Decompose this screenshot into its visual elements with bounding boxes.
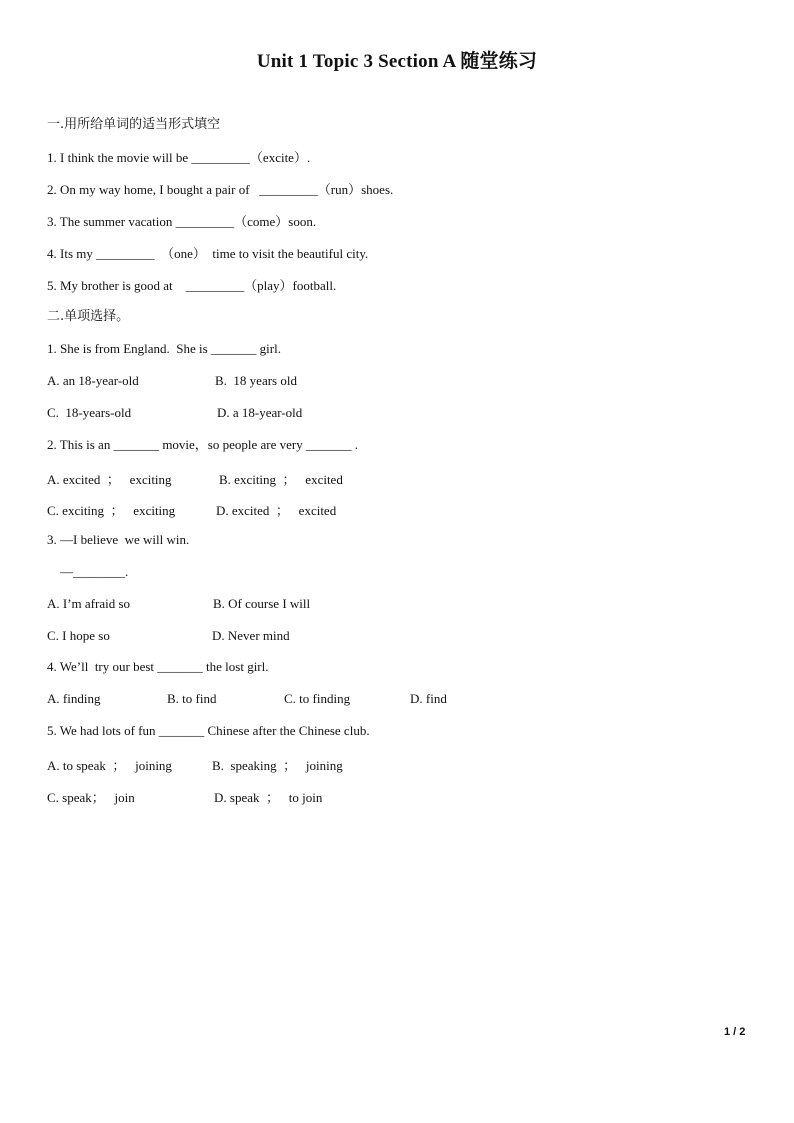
choice-question-4-option-a: A. finding (47, 691, 101, 706)
fill-blank-item-4: 4. Its my _________ （one） time to visit the beautiful city. (47, 246, 369, 261)
choice-question-2-option-b: B. exciting ； excited (219, 472, 343, 487)
choice-question-3-option-b: B. Of course I will (213, 596, 311, 611)
choice-question-4-option-b: B. to find (167, 691, 217, 706)
choice-question-3-reply: —________. (60, 564, 129, 579)
choice-question-4-option-c: C. to finding (284, 691, 351, 706)
page-number: 1 / 2 (724, 1026, 746, 1038)
choice-question-3-option-a: A. I’m afraid so (47, 596, 131, 611)
choice-question-1-option-c: C. 18-years-old (47, 405, 132, 420)
choice-question-2-option-c: C. exciting ； exciting (47, 503, 176, 518)
page-title: Unit 1 Topic 3 Section A 随堂练习 (256, 51, 538, 72)
choice-question-1-option-b: B. 18 years old (215, 373, 297, 388)
choice-question-3-option-d: D. Never mind (212, 628, 290, 643)
section2-heading: 二.单项选择。 (47, 309, 130, 324)
fill-blank-item-1: 1. I think the movie will be _________（excite）. (47, 150, 311, 165)
choice-question-5-option-d: D. speak ； to join (214, 790, 323, 805)
choice-question-2-option-a: A. excited ； exciting (47, 472, 172, 487)
section1-heading: 一.用所给单词的适当形式填空 (47, 117, 221, 132)
choice-question-5-stem: 5. We had lots of fun _______ Chinese after the Chinese club. (47, 723, 370, 738)
choice-question-2-option-d: D. excited ； excited (216, 503, 337, 518)
choice-question-1-option-d: D. a 18-year-old (217, 405, 303, 420)
choice-question-2-stem: 2. This is an _______ movie，so people are very _______ . (47, 437, 358, 452)
fill-blank-item-3: 3. The summer vacation _________（come）soon. (47, 214, 317, 229)
choice-question-1-option-a: A. an 18-year-old (47, 373, 139, 388)
choice-question-5-option-b: B. speaking ； joining (212, 758, 343, 773)
choice-question-1-stem: 1. She is from England. She is _______ girl. (47, 341, 281, 356)
choice-question-5-option-c: C. speak； join (47, 790, 135, 805)
choice-question-3-stem: 3. —I believe we will win. (47, 532, 190, 547)
choice-question-4-option-d: D. find (410, 691, 447, 706)
fill-blank-item-5: 5. My brother is good at _________（play）football. (47, 278, 337, 293)
choice-question-3-option-c: C. I hope so (47, 628, 110, 643)
fill-blank-item-2: 2. On my way home, I bought a pair of _________（run）shoes. (47, 182, 394, 197)
choice-question-4-stem: 4. We’ll try our best _______ the lost girl. (47, 659, 269, 674)
choice-question-5-option-a: A. to speak ； joining (47, 758, 172, 773)
